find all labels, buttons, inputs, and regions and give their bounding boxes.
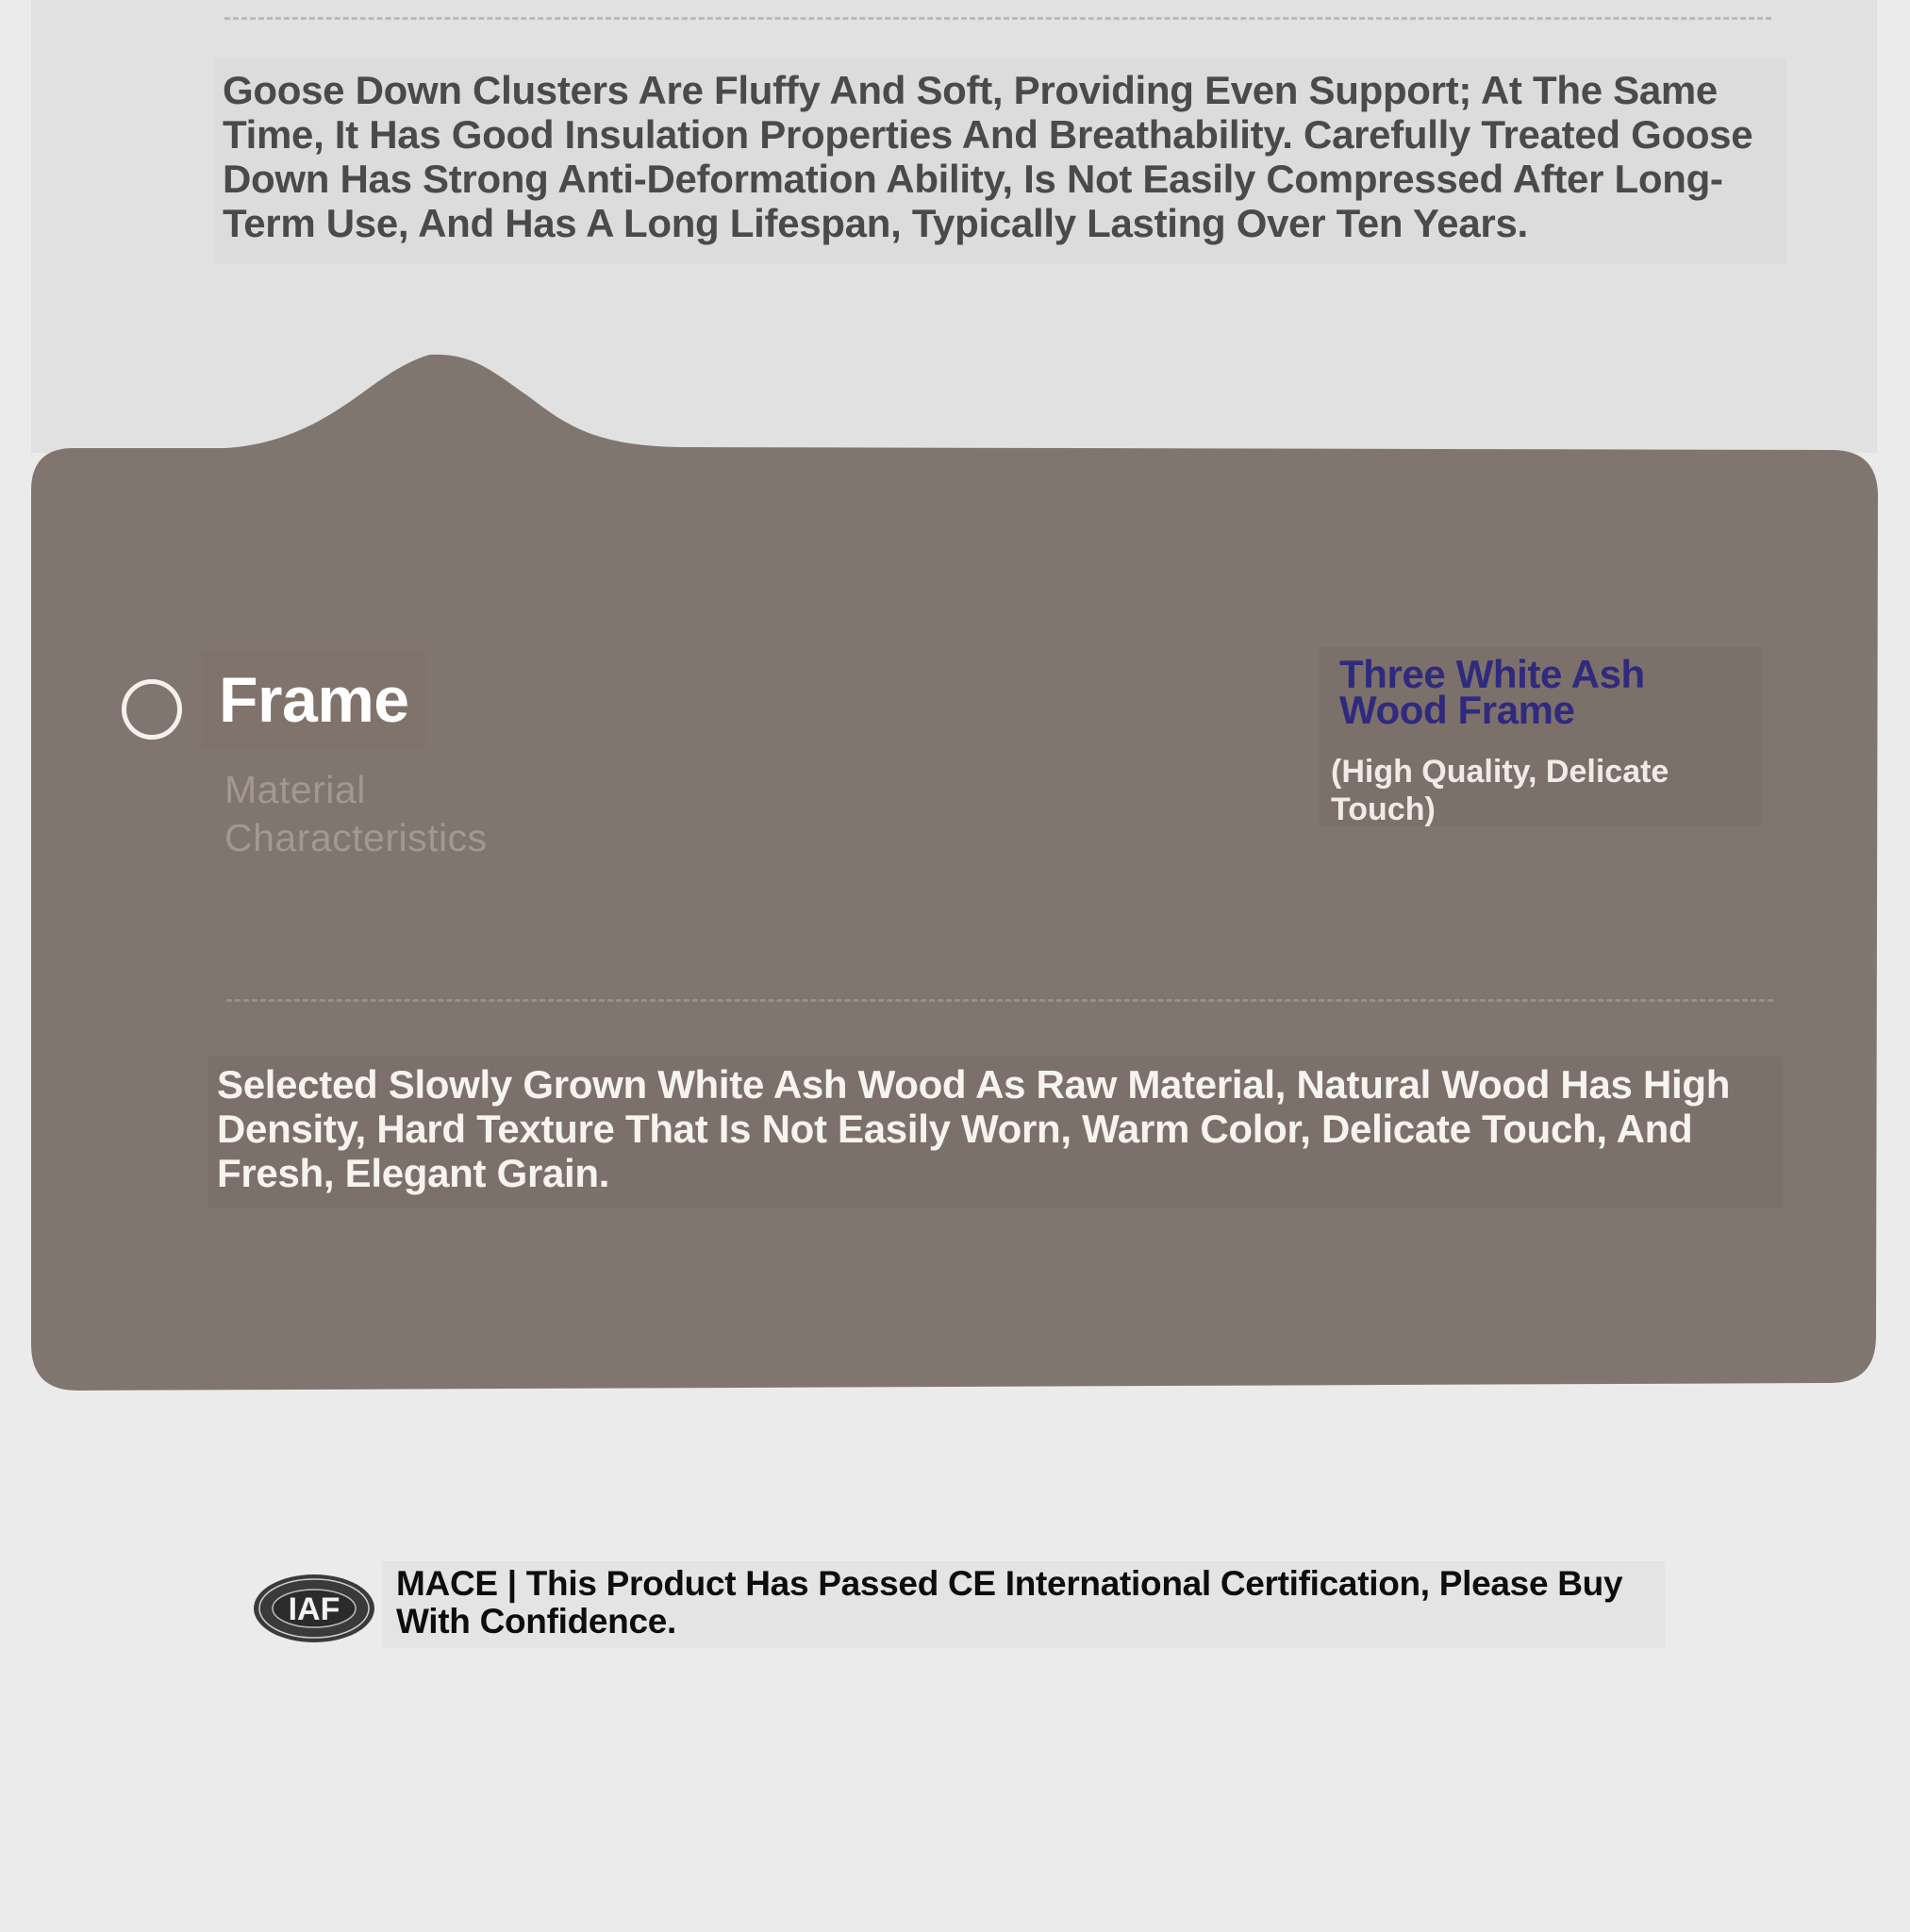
down-description: Goose Down Clusters Are Fluffy And Soft, Providing Even Support; At The Same Time, It Has Good Insulation Properties And Breathability. Carefully Treated Goose Down Has Strong Anti-Deformation Ability, Is Not Easily Compressed After Long-Term Use, And Has A Long Lifespan, Typically Lasting Over Ten Years. [215, 58, 1786, 264]
spec-name: Three White Ash Wood Frame [1339, 652, 1645, 732]
iaf-logo-text: IAF [288, 1591, 340, 1627]
certification-text: MACE | This Product Has Passed CE International Certification, Please Buy With Confidence. [396, 1564, 1623, 1641]
iaf-logo [253, 1574, 375, 1643]
card-divider [226, 999, 1773, 1002]
frame-card-body [31, 355, 1878, 1391]
frame-description: Selected Slowly Grown White Ash Wood As Raw Material, Natural Wood Has High Density, Hard Texture That Is Not Easily Worn, Warm Color, Delicate Touch, And Fresh, Elegant Grain. [208, 1057, 1783, 1208]
spec-note: (High Quality, Delicate Touch) [1331, 754, 1669, 827]
frame-subtitle: Material Characteristics [224, 768, 488, 859]
frame-title: Frame [202, 651, 426, 749]
circle-outline-icon [122, 679, 182, 740]
